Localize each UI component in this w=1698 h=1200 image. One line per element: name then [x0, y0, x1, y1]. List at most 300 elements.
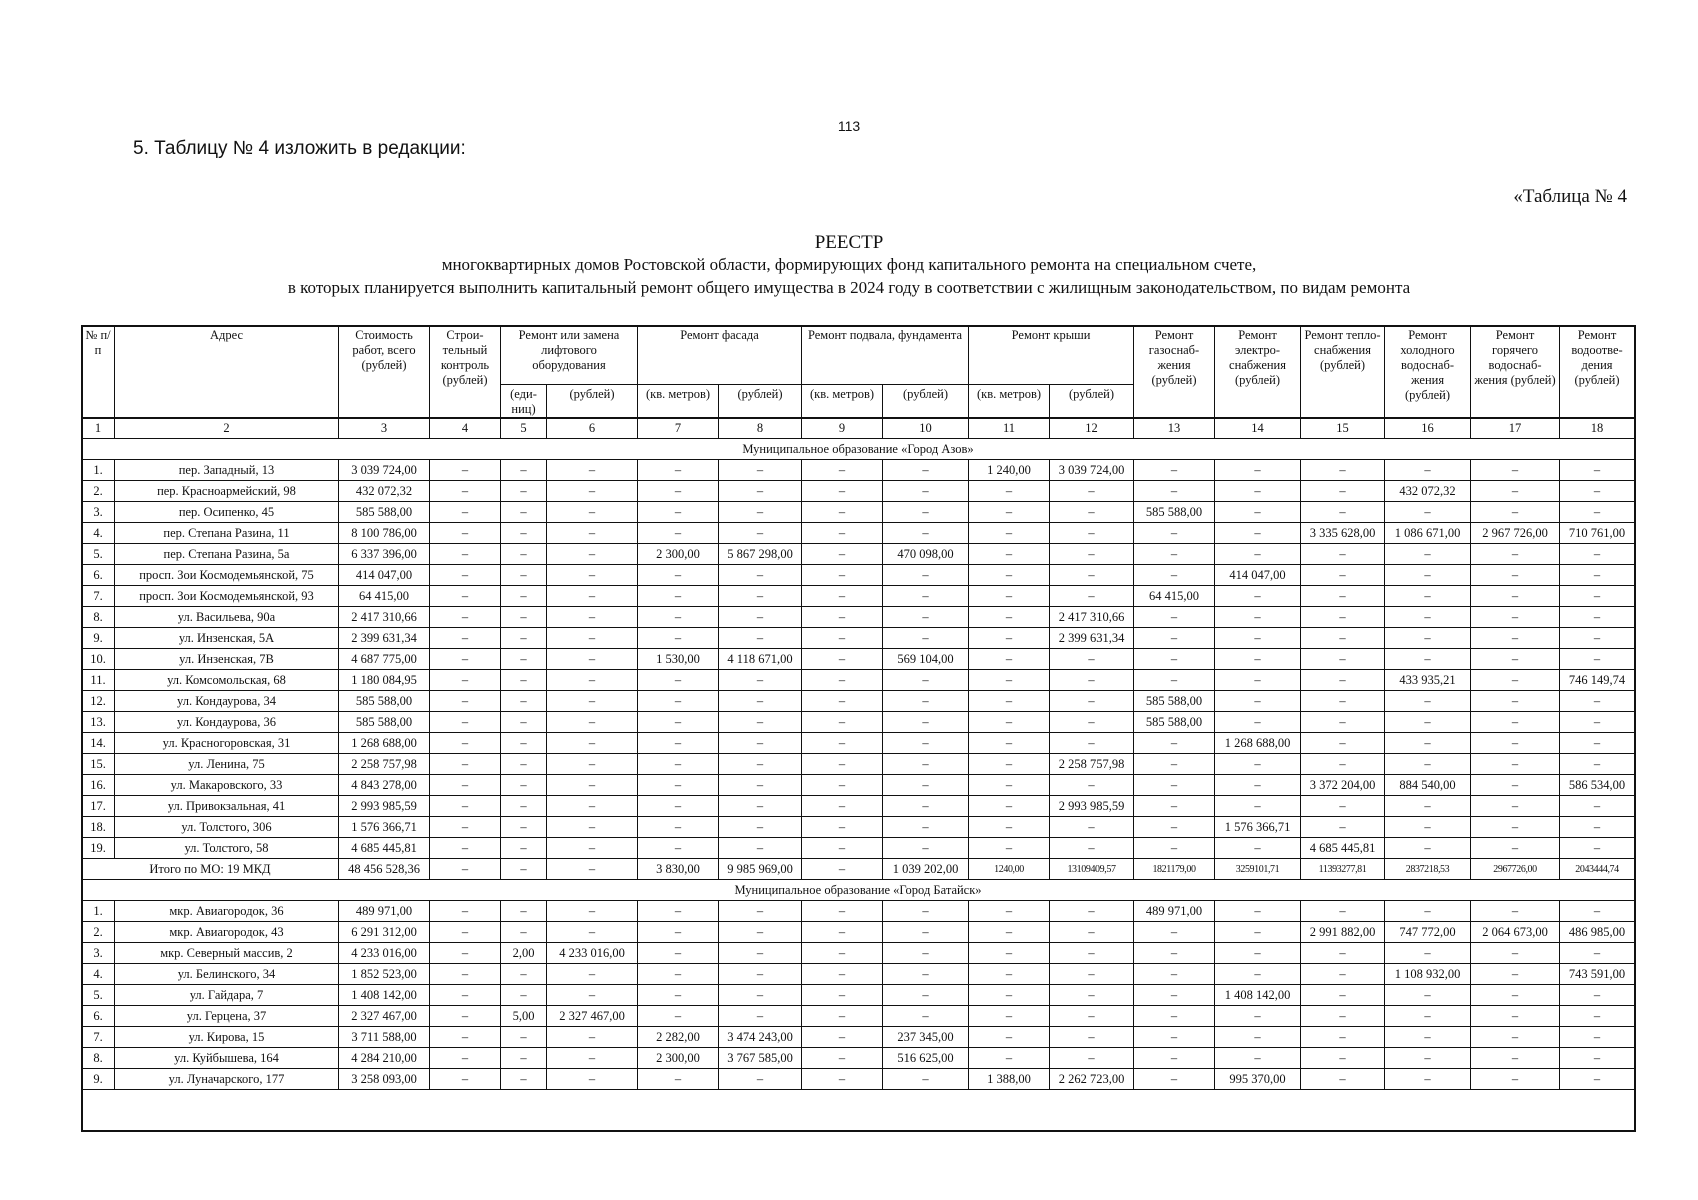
row-cell: 586 534,00: [1560, 775, 1635, 796]
row-cell: –: [638, 754, 719, 775]
row-cell: –: [883, 712, 969, 733]
row-cell: –: [1134, 1048, 1215, 1069]
row-cell: –: [719, 817, 802, 838]
row-cell: –: [1134, 838, 1215, 859]
row-cell: –: [802, 607, 883, 628]
row-cell: 2 327 467,00: [547, 1006, 638, 1027]
row-cell: 2 262 723,00: [1050, 1069, 1134, 1090]
table-row: [82, 1006, 1635, 1027]
row-cell: –: [969, 670, 1050, 691]
row-address: ул. Кондаурова, 36: [115, 712, 339, 733]
row-cell: –: [1215, 964, 1301, 985]
row-cell: 1 530,00: [638, 649, 719, 670]
section-title: Муниципальное образование «Город Азов»: [82, 439, 1635, 460]
row-cell: 4 284 210,00: [339, 1048, 430, 1069]
column-number: 12: [1050, 418, 1134, 439]
row-cell: 995 370,00: [1215, 1069, 1301, 1090]
row-cell: –: [638, 712, 719, 733]
row-cell: –: [430, 691, 501, 712]
row-number: 5.: [82, 544, 115, 565]
header-hotwater: Ремонт горячего водоснаб-жения (рублей): [1471, 326, 1560, 419]
row-cell: 432 072,32: [339, 481, 430, 502]
row-cell: 569 104,00: [883, 649, 969, 670]
row-cell: –: [1050, 481, 1134, 502]
row-cell: –: [430, 817, 501, 838]
row-cell: –: [430, 985, 501, 1006]
row-cell: –: [1134, 607, 1215, 628]
row-cell: –: [638, 943, 719, 964]
row-cell: –: [638, 922, 719, 943]
header-facade-rub: (рублей): [719, 385, 802, 419]
row-cell: –: [1471, 754, 1560, 775]
row-number: 7.: [82, 586, 115, 607]
row-cell: –: [501, 1069, 547, 1090]
row-cell: –: [547, 712, 638, 733]
row-cell: –: [1385, 733, 1471, 754]
row-cell: –: [1560, 607, 1635, 628]
row-cell: 585 588,00: [1134, 712, 1215, 733]
section-title: Муниципальное образование «Город Батайск»: [82, 880, 1635, 901]
row-cell: 884 540,00: [1385, 775, 1471, 796]
row-number: 4.: [82, 964, 115, 985]
row-cell: –: [547, 691, 638, 712]
row-cell: –: [1215, 691, 1301, 712]
row-cell: –: [1050, 733, 1134, 754]
row-cell: –: [883, 691, 969, 712]
row-cell: –: [547, 565, 638, 586]
row-cell: 237 345,00: [883, 1027, 969, 1048]
row-cell: –: [1301, 481, 1385, 502]
row-cell: –: [1560, 943, 1635, 964]
row-cell: 2 993 985,59: [339, 796, 430, 817]
row-address: ул. Куйбышева, 164: [115, 1048, 339, 1069]
row-cell: –: [430, 502, 501, 523]
row-cell: –: [1050, 691, 1134, 712]
registry-table: [81, 325, 1635, 1090]
row-number: 5.: [82, 985, 115, 1006]
row-cell: –: [802, 712, 883, 733]
row-cell: 2 991 882,00: [1301, 922, 1385, 943]
row-cell: –: [1134, 922, 1215, 943]
row-cell: –: [1385, 754, 1471, 775]
row-cell: –: [802, 775, 883, 796]
row-address: ул. Привокзальная, 41: [115, 796, 339, 817]
row-cell: 4 685 445,81: [339, 838, 430, 859]
row-cell: –: [1560, 649, 1635, 670]
row-cell: 4 843 278,00: [339, 775, 430, 796]
row-cell: 1 388,00: [969, 1069, 1050, 1090]
row-cell: –: [547, 1027, 638, 1048]
row-address: ул. Герцена, 37: [115, 1006, 339, 1027]
row-cell: 1 576 366,71: [1215, 817, 1301, 838]
row-cell: –: [1471, 943, 1560, 964]
row-cell: –: [501, 691, 547, 712]
row-cell: –: [1215, 754, 1301, 775]
row-cell: –: [969, 1006, 1050, 1027]
table-row: [82, 523, 1635, 544]
row-cell: –: [969, 502, 1050, 523]
row-cell: –: [1301, 712, 1385, 733]
row-address: мкр. Авиагородок, 43: [115, 922, 339, 943]
row-cell: –: [969, 943, 1050, 964]
row-cell: –: [430, 754, 501, 775]
row-cell: –: [969, 796, 1050, 817]
row-cell: –: [501, 565, 547, 586]
row-cell: –: [969, 964, 1050, 985]
row-cell: –: [969, 733, 1050, 754]
row-cell: 585 588,00: [339, 502, 430, 523]
row-cell: –: [802, 838, 883, 859]
row-cell: –: [430, 649, 501, 670]
row-cell: 5,00: [501, 1006, 547, 1027]
row-cell: –: [1560, 1048, 1635, 1069]
total-cell: 2967726,00: [1471, 859, 1560, 880]
row-cell: –: [1134, 565, 1215, 586]
row-cell: –: [1471, 838, 1560, 859]
table-row: [82, 838, 1635, 859]
row-cell: –: [501, 502, 547, 523]
header-num: № п/п: [82, 326, 115, 419]
row-cell: –: [1215, 649, 1301, 670]
row-cell: –: [1560, 796, 1635, 817]
row-cell: –: [638, 502, 719, 523]
row-cell: –: [969, 1048, 1050, 1069]
row-cell: –: [1471, 586, 1560, 607]
row-cell: –: [969, 607, 1050, 628]
row-cell: –: [969, 922, 1050, 943]
row-cell: –: [1050, 985, 1134, 1006]
row-cell: –: [547, 775, 638, 796]
header-basement: Ремонт подвала, фундамента: [802, 326, 969, 385]
row-cell: –: [1385, 985, 1471, 1006]
row-cell: –: [1471, 544, 1560, 565]
row-cell: –: [501, 670, 547, 691]
row-cell: –: [1471, 460, 1560, 481]
row-cell: –: [1134, 817, 1215, 838]
row-address: ул. Макаровского, 33: [115, 775, 339, 796]
header-roof: Ремонт крыши: [969, 326, 1134, 385]
row-cell: –: [430, 1027, 501, 1048]
table-row: [82, 985, 1635, 1006]
row-cell: –: [969, 817, 1050, 838]
row-cell: 1 268 688,00: [339, 733, 430, 754]
row-cell: –: [1301, 796, 1385, 817]
row-cell: –: [883, 796, 969, 817]
row-cell: –: [547, 1048, 638, 1069]
row-cell: –: [883, 754, 969, 775]
row-cell: –: [1301, 943, 1385, 964]
row-address: ул. Толстого, 306: [115, 817, 339, 838]
total-cell: 1 039 202,00: [883, 859, 969, 880]
row-cell: –: [1134, 775, 1215, 796]
row-cell: –: [430, 1069, 501, 1090]
total-cell: 1240,00: [969, 859, 1050, 880]
row-cell: –: [719, 460, 802, 481]
row-cell: –: [1215, 943, 1301, 964]
row-number: 14.: [82, 733, 115, 754]
row-cell: –: [501, 523, 547, 544]
row-address: ул. Инзенская, 7В: [115, 649, 339, 670]
row-cell: 2 258 757,98: [1050, 754, 1134, 775]
row-cell: –: [802, 460, 883, 481]
row-cell: –: [501, 1027, 547, 1048]
row-cell: –: [883, 733, 969, 754]
row-cell: –: [430, 628, 501, 649]
row-cell: 3 335 628,00: [1301, 523, 1385, 544]
row-number: 16.: [82, 775, 115, 796]
row-address: ул. Васильева, 90а: [115, 607, 339, 628]
row-cell: –: [1134, 985, 1215, 1006]
row-cell: –: [719, 691, 802, 712]
row-cell: –: [1471, 670, 1560, 691]
row-cell: –: [802, 1027, 883, 1048]
total-cell: 13109409,57: [1050, 859, 1134, 880]
row-cell: –: [1385, 649, 1471, 670]
row-cell: –: [430, 481, 501, 502]
row-cell: –: [883, 838, 969, 859]
row-cell: 2 417 310,66: [339, 607, 430, 628]
row-cell: –: [1560, 481, 1635, 502]
row-cell: –: [1050, 586, 1134, 607]
row-cell: –: [547, 523, 638, 544]
row-cell: 8 100 786,00: [339, 523, 430, 544]
column-number: 18: [1560, 418, 1635, 439]
row-cell: –: [638, 1069, 719, 1090]
row-cell: –: [1215, 460, 1301, 481]
row-cell: –: [883, 607, 969, 628]
row-cell: –: [638, 733, 719, 754]
row-address: ул. Толстого, 58: [115, 838, 339, 859]
row-cell: –: [1301, 754, 1385, 775]
row-cell: –: [1385, 796, 1471, 817]
row-cell: 1 240,00: [969, 460, 1050, 481]
total-cell: –: [802, 859, 883, 880]
row-number: 7.: [82, 1027, 115, 1048]
row-cell: –: [802, 502, 883, 523]
column-number: 9: [802, 418, 883, 439]
row-cell: 1 408 142,00: [339, 985, 430, 1006]
row-cell: –: [1471, 481, 1560, 502]
row-cell: 1 108 932,00: [1385, 964, 1471, 985]
row-cell: –: [501, 754, 547, 775]
row-cell: –: [1471, 817, 1560, 838]
row-address: просп. Зои Космодемьянской, 93: [115, 586, 339, 607]
row-number: 11.: [82, 670, 115, 691]
row-cell: –: [547, 628, 638, 649]
row-cell: –: [883, 817, 969, 838]
row-cell: –: [1050, 1027, 1134, 1048]
row-cell: –: [501, 901, 547, 922]
total-cell: –: [547, 859, 638, 880]
column-number-row: [82, 418, 1635, 439]
row-cell: –: [802, 565, 883, 586]
row-cell: 747 772,00: [1385, 922, 1471, 943]
row-number: 3.: [82, 943, 115, 964]
row-cell: –: [883, 1069, 969, 1090]
row-cell: –: [1050, 712, 1134, 733]
row-cell: –: [802, 481, 883, 502]
row-cell: –: [547, 796, 638, 817]
row-cell: –: [1301, 1069, 1385, 1090]
row-cell: –: [802, 1069, 883, 1090]
row-cell: –: [802, 523, 883, 544]
section-row: [82, 880, 1635, 901]
row-cell: –: [1301, 565, 1385, 586]
row-cell: –: [1134, 1069, 1215, 1090]
row-cell: –: [430, 523, 501, 544]
row-cell: –: [802, 649, 883, 670]
row-cell: –: [638, 460, 719, 481]
row-cell: –: [883, 460, 969, 481]
row-cell: 3 258 093,00: [339, 1069, 430, 1090]
row-cell: –: [802, 922, 883, 943]
row-cell: –: [1385, 607, 1471, 628]
row-cell: –: [1301, 628, 1385, 649]
row-cell: –: [638, 817, 719, 838]
registry-subtitle-line-2: в которых планируется выполнить капитальный ремонт общего имущества в 2024 году в соответствии с жилищным законодательством, по видам ремонта: [287, 278, 1411, 297]
row-cell: –: [430, 1048, 501, 1069]
row-cell: –: [1471, 649, 1560, 670]
row-cell: 585 588,00: [339, 712, 430, 733]
row-cell: –: [1560, 1069, 1635, 1090]
header-drain: Ремонт водоотве-дения (рублей): [1560, 326, 1635, 419]
table-row: [82, 670, 1635, 691]
row-cell: –: [1215, 1006, 1301, 1027]
row-cell: –: [430, 838, 501, 859]
header-lift-units: (еди-ниц): [501, 385, 547, 419]
row-number: 4.: [82, 523, 115, 544]
row-cell: –: [638, 985, 719, 1006]
row-cell: –: [1385, 1006, 1471, 1027]
row-cell: –: [719, 502, 802, 523]
row-cell: –: [1215, 1027, 1301, 1048]
total-cell: 2043444,74: [1560, 859, 1635, 880]
total-cell: 3259101,71: [1215, 859, 1301, 880]
row-address: пер. Степана Разина, 11: [115, 523, 339, 544]
row-cell: –: [1134, 796, 1215, 817]
column-number: 16: [1385, 418, 1471, 439]
row-cell: –: [547, 901, 638, 922]
row-address: ул. Комсомольская, 68: [115, 670, 339, 691]
row-cell: –: [501, 985, 547, 1006]
total-row: [82, 859, 1635, 880]
row-cell: 710 761,00: [1560, 523, 1635, 544]
total-cell: 48 456 528,36: [339, 859, 430, 880]
row-cell: –: [1215, 922, 1301, 943]
row-cell: –: [1215, 901, 1301, 922]
row-cell: –: [1471, 733, 1560, 754]
row-cell: –: [719, 838, 802, 859]
row-cell: –: [1471, 796, 1560, 817]
row-cell: –: [1050, 922, 1134, 943]
row-cell: –: [1050, 964, 1134, 985]
row-cell: –: [547, 460, 638, 481]
row-address: пер. Красноармейский, 98: [115, 481, 339, 502]
row-cell: –: [430, 712, 501, 733]
row-cell: –: [501, 796, 547, 817]
header-basement-rub: (рублей): [883, 385, 969, 419]
row-cell: –: [719, 1006, 802, 1027]
row-address: ул. Кондаурова, 34: [115, 691, 339, 712]
row-cell: –: [719, 607, 802, 628]
row-cell: 2 399 631,34: [1050, 628, 1134, 649]
row-cell: –: [547, 1069, 638, 1090]
row-cell: 432 072,32: [1385, 481, 1471, 502]
header-coldwater: Ремонт холодного водоснаб-жения (рублей): [1385, 326, 1471, 419]
row-address: ул. Гайдара, 7: [115, 985, 339, 1006]
row-address: пер. Осипенко, 45: [115, 502, 339, 523]
row-cell: 4 685 445,81: [1301, 838, 1385, 859]
column-number: 6: [547, 418, 638, 439]
row-cell: 585 588,00: [339, 691, 430, 712]
row-cell: –: [883, 1006, 969, 1027]
column-number: 2: [115, 418, 339, 439]
row-cell: –: [547, 964, 638, 985]
row-cell: 5 867 298,00: [719, 544, 802, 565]
row-cell: –: [969, 544, 1050, 565]
row-cell: –: [1385, 586, 1471, 607]
row-address: ул. Белинского, 34: [115, 964, 339, 985]
table-row: [82, 943, 1635, 964]
header-roof-rub: (рублей): [1050, 385, 1134, 419]
row-cell: 2 399 631,34: [339, 628, 430, 649]
row-cell: –: [501, 838, 547, 859]
row-cell: –: [719, 712, 802, 733]
row-cell: –: [1471, 1006, 1560, 1027]
row-cell: –: [501, 817, 547, 838]
table-caption: «Таблица № 4: [1513, 186, 1627, 207]
row-cell: –: [1134, 1027, 1215, 1048]
row-cell: –: [1215, 586, 1301, 607]
row-cell: –: [883, 964, 969, 985]
row-cell: –: [1471, 502, 1560, 523]
row-cell: –: [501, 586, 547, 607]
row-cell: –: [802, 817, 883, 838]
row-cell: –: [1560, 460, 1635, 481]
row-cell: 489 971,00: [1134, 901, 1215, 922]
row-cell: –: [1385, 901, 1471, 922]
total-cell: 9 985 969,00: [719, 859, 802, 880]
row-cell: 2 300,00: [638, 1048, 719, 1069]
row-cell: –: [1560, 817, 1635, 838]
row-cell: –: [802, 943, 883, 964]
column-number: 8: [719, 418, 802, 439]
page-number: 113: [837, 118, 861, 134]
row-cell: –: [719, 1069, 802, 1090]
table-row: [82, 691, 1635, 712]
column-number: 3: [339, 418, 430, 439]
row-cell: –: [430, 922, 501, 943]
row-cell: –: [638, 607, 719, 628]
row-cell: –: [1301, 985, 1385, 1006]
row-cell: 2 258 757,98: [339, 754, 430, 775]
row-cell: 2 282,00: [638, 1027, 719, 1048]
row-cell: –: [501, 922, 547, 943]
row-cell: 585 588,00: [1134, 691, 1215, 712]
row-cell: –: [1301, 607, 1385, 628]
row-number: 8.: [82, 1048, 115, 1069]
row-cell: –: [547, 838, 638, 859]
table-row: [82, 460, 1635, 481]
row-cell: –: [802, 1048, 883, 1069]
row-cell: –: [1134, 460, 1215, 481]
table-row: [82, 1069, 1635, 1090]
row-cell: 489 971,00: [339, 901, 430, 922]
row-cell: –: [501, 964, 547, 985]
row-cell: –: [1215, 712, 1301, 733]
row-cell: –: [501, 607, 547, 628]
row-cell: –: [1215, 838, 1301, 859]
